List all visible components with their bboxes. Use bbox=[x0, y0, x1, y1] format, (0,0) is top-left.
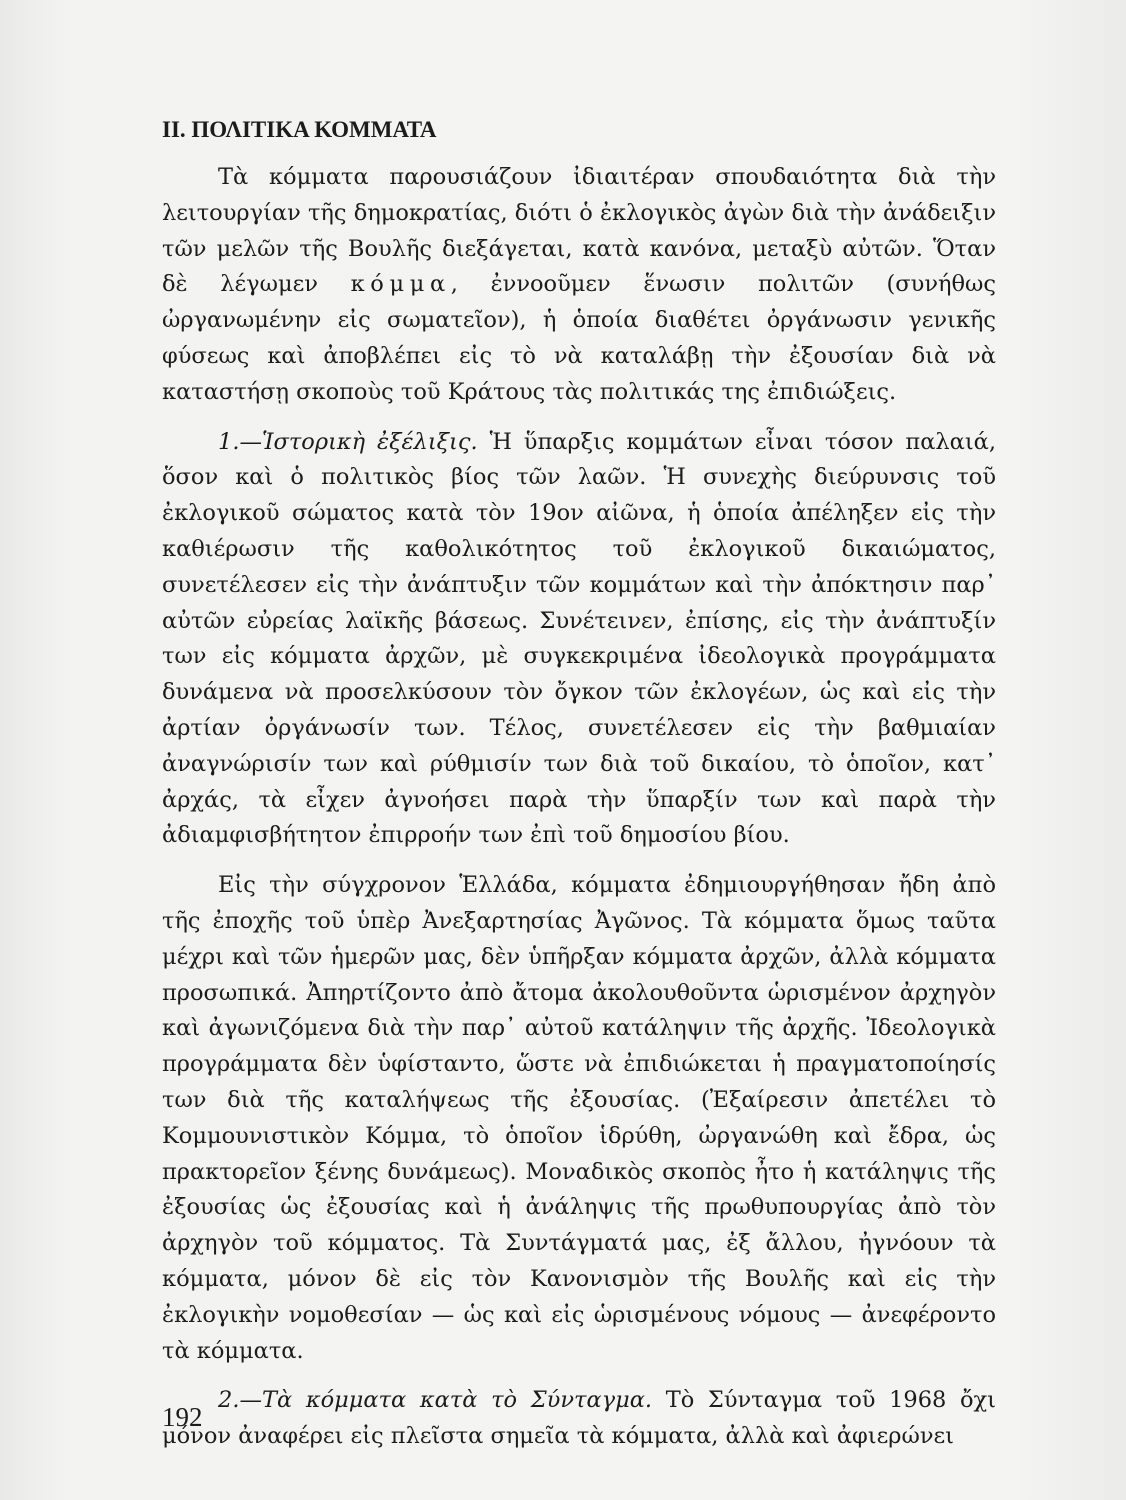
chapter-heading: ΙΙ. ΠΟΛΙΤΙΚΑ ΚΟΜΜΑΤΑ bbox=[162, 117, 437, 142]
section-2-paragraph bbox=[162, 1383, 996, 1455]
spaced-term: κόμμα bbox=[350, 271, 451, 298]
intro-text-after: , ἐννοοῦμεν ἕνωσιν πολιτῶν (συνήθως ὠργανωμένην εἰς σωματεῖον), ἡ ὁποία διαθέτει ὀργάνωσιν γενικῆς φύσεως καὶ ἀποβλέπει εἰς τὸ νὰ καταλάβῃ τὴν ἐξουσίαν διὰ νὰ καταστήσῃ σκοποὺς τοῦ Κράτους τὰς πολιτικάς της ἐπιδιώξεις. bbox=[162, 271, 996, 405]
section-1-title: 1.—Ἱστορικὴ ἐξέλιξις. bbox=[218, 428, 478, 455]
page-number: 192 bbox=[162, 1402, 203, 1432]
greece-paragraph: Εἰς τὴν σύγχρονον Ἑλλάδα, κόμματα ἐδημιουργήθησαν ἤδη ἀπὸ τῆς ἐποχῆς τοῦ ὑπὲρ Ἀνεξαρτησίας Ἀγῶνος. Τὰ κόμματα ὅμως ταῦτα μέχρι καὶ τῶν ἡμερῶν μας, δὲν ὑπῆρξαν κόμματα ἀρχῶν, ἀλλὰ κόμματα προσωπικά. Ἀπηρτίζοντο ἀπὸ ἄτομα ἀκολουθοῦντα ὡρισμένον ἀρχηγὸν καὶ ἀγωνιζόμενα διὰ τὴν παρ᾽ αὐτοῦ κατάληψιν τῆς ἀρχῆς. Ἰδεολογικὰ προγράμματα δὲν ὑφίσταντο, ὥστε νὰ ἐπιδιώκεται ἡ πραγματοποίησίς των διὰ τῆς καταλήψεως τῆς ἐξουσίας. (Ἐξαίρεσιν ἀπετέλει τὸ Κομμουνιστικὸν Κόμμα, τὸ ὁποῖον ἱδρύθη, ὠργανώθη καὶ ἔδρα, ὡς πρακτορεῖον ξένης δυνάμεως). Μοναδικὸς σκοπὸς ἦτο ἡ κατάληψις τῆς ἐξουσίας ὡς ἐξουσίας καὶ ἡ ἀνάληψις τῆς πρωθυπουργίας ἀπὸ τὸν ἀρχηγὸν τοῦ κόμματος. Τὰ Συντάγματά μας, ἐξ ἄλλου, ἠγνόουν τὰ κόμματα, μόνον δὲ εἰς τὸν Κανονισμὸν τῆς Βουλῆς καὶ εἰς τὴν ἐκλογικὴν νομοθεσίαν — ὡς καὶ εἰς ὡρισμένους νόμους — ἀνεφέροντο τὰ κόμματα. bbox=[162, 872, 996, 1364]
intro-text-before: Τὰ κόμματα παρουσιάζουν ἰδιαιτέραν σπουδαιότητα διὰ τὴν λειτουργίαν τῆς δημοκρατίας, διότι ὁ ἐκλογικὸς ἀγὼν διὰ τὴν ἀνάδειξιν τῶν μελῶν τῆς Βουλῆς διεξάγεται, κατὰ κανόνα, μεταξὺ αὐτῶν. Ὅταν δὲ λέγωμεν bbox=[162, 164, 996, 298]
section-2-title: 2.—Τὰ κόμματα κατὰ τὸ Σύνταγμα. bbox=[218, 1387, 653, 1414]
section-1-paragraph bbox=[162, 425, 996, 855]
intro-paragraph bbox=[162, 160, 996, 411]
section-1-body: Ἡ ὕπαρξις κομμάτων εἶναι τόσον παλαιά, ὅσον καὶ ὁ πολιτικὸς βίος τῶν λαῶν. Ἡ συνεχὴς διεύρυνσις τοῦ ἐκλογικοῦ σώματος κατὰ τὸν 19ον αἰῶνα, ἡ ὁποία ἀπέληξεν εἰς τὴν καθιέρωσιν τῆς καθολικότητος τοῦ ἐκλογικοῦ δικαιώματος, συνετέλεσεν εἰς τὴν ἀνάπτυξιν τῶν κομμάτων καὶ τὴν ἀπόκτησιν παρ᾽ αὐτῶν εὐρείας λαϊκῆς βάσεως. Συνέτεινεν, ἐπίσης, εἰς τὴν ἀνάπτυξίν των εἰς κόμματα ἀρχῶν, μὲ συγκεκριμένα ἰδεολογικὰ προγράμματα δυνάμενα νὰ προσελκύσουν τὸν ὄγκον τῶν ἐκλογέων, ὡς καὶ εἰς τὴν ἀρτίαν ὀργάνωσίν των. Τέλος, συνετέλεσεν εἰς τὴν βαθμιαίαν ἀναγνώρισίν των καὶ ρύθμισίν των διὰ τοῦ δικαίου, τὸ ὁποῖον, κατ᾽ ἀρχάς, τὰ εἶχεν ἀγνοήσει παρὰ τὴν ὕπαρξίν των καὶ παρὰ τὴν ἀδιαμφισβήτητον ἐπιρροήν των ἐπὶ τοῦ δημοσίου βίου. bbox=[162, 428, 997, 849]
section-2-body: Τὸ Σύνταγμα τοῦ 1968 ὄχι μόνον ἀναφέρει εἰς πλεῖστα σημεῖα τὰ κόμματα, ἀλλὰ καὶ ἀφιερώνει bbox=[162, 1387, 996, 1450]
page-body bbox=[162, 112, 996, 1455]
